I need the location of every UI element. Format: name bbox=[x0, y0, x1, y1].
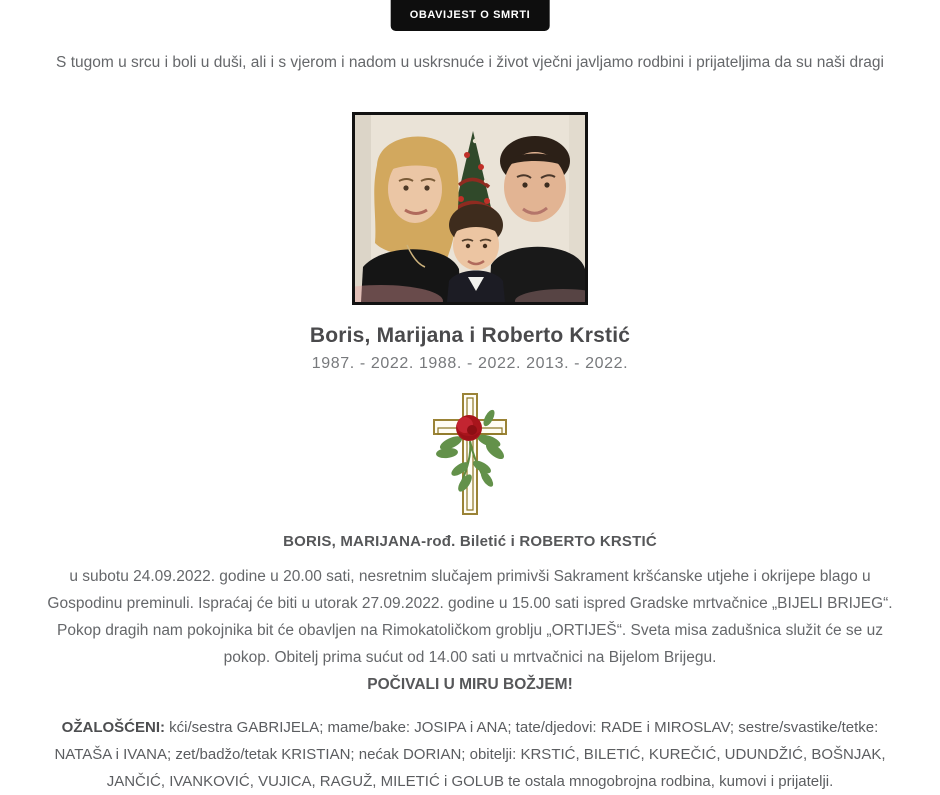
family-photo-image bbox=[355, 115, 585, 302]
mourners-text: kći/sestra GABRIJELA; mame/bake: JOSIPA i ANA; tate/djedovi: RADE i MIROSLAV; sestre/svastike/tetke: NATAŠA i IVANA; zet/badžo/tetak KRISTIAN; nećak DORIAN; obitelji: KRSTIĆ, BILETIĆ, KUREČIĆ, UDUNDŽIĆ, BOŠNJAK, JANČIĆ, IVANKOVIĆ, VUJICA, RAGUŽ, MILETIĆ i GOLUB te ostala mnogobrojna rodbina, kumovi i prijatelji. bbox=[54, 719, 886, 790]
banner-label: OBAVIJEST O SMRTI bbox=[409, 9, 531, 21]
intro-text: S tugom u srcu i boli u duši, ali i s vjerom i nadom u uskrsnuće i život vječni javljamo rodbini i prijateljima da su naši dragi bbox=[56, 54, 884, 71]
deceased-names: Boris, Marijana i Roberto Krstić bbox=[309, 324, 631, 347]
mourners-label: OŽALOŠĆENI: bbox=[61, 719, 165, 736]
family-photo bbox=[352, 112, 588, 305]
rose-flower bbox=[456, 415, 482, 441]
cross-with-rose-icon bbox=[0, 391, 940, 517]
announcement-text: u subotu 24.09.2022. godine u 20.00 sati, nesretnim slučajem primivši Sakrament kršćanske utjehe i okrijepe blago u Gospodinu preminuli. Ispraćaj će biti u utorak 27.09.2022. godine u 15.00 sati ispred Gradske mrtvačnice „BIJELI BRIJEG“. Pokop dragih nam pokojnika bit će obavljen na Rimokatoličkom groblju „ORTIJEŠ“. Sveta misa zadušnica služit će se uz pokop. Obitelj prima sućut od 14.00 sati u mrtvačnici na Bijelom Brijegu. bbox=[47, 568, 893, 666]
death-notice-banner bbox=[391, 0, 550, 31]
deceased-formal-names: BORIS, MARIJANA-rođ. Biletić i ROBERTO KRSTIĆ bbox=[283, 533, 657, 550]
cross-with-rose-image bbox=[422, 391, 518, 517]
mourners-paragraph bbox=[32, 714, 908, 795]
rest-in-peace-text: POČIVALI U MIRU BOŽJEM! bbox=[367, 676, 573, 693]
deceased-years: 1987. - 2022. 1988. - 2022. 2013. - 2022. bbox=[311, 355, 629, 372]
